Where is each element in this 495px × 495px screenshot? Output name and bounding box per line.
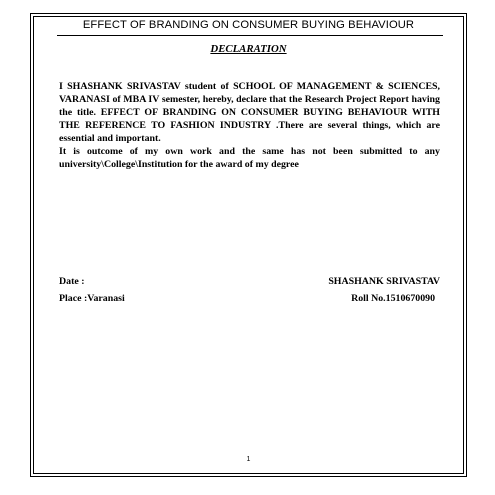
place-row bbox=[59, 292, 440, 306]
date-row bbox=[59, 275, 440, 289]
declaration-paragraph-1: I SHASHANK SRIVASTAV student of SCHOOL OF MANAGEMENT & SCIENCES, VARANASI of MBA IV semester, hereby, declare that the Research Project Report having the title. EFFECT OF BRANDING ON CONSUMER BUYING BEHAVIOUR WITH THE REFERENCE TO FASHION INDUSTRY .There are several things, which are essential and important. bbox=[59, 81, 440, 144]
date-label: Date : bbox=[59, 276, 85, 287]
page-number: 1 bbox=[246, 456, 251, 463]
declaration-body bbox=[59, 80, 440, 171]
header-divider bbox=[57, 35, 443, 36]
roll-number: Roll No.1510670090 bbox=[351, 293, 435, 304]
place-label: Place :Varanasi bbox=[59, 293, 125, 304]
running-header-title: EFFECT OF BRANDING ON CONSUMER BUYING BEHAVIOUR bbox=[82, 19, 415, 31]
signatory-name: SHASHANK SRIVASTAV bbox=[328, 276, 440, 287]
declaration-heading: DECLARATION bbox=[210, 43, 287, 55]
declaration-paragraph-2: It is outcome of my own work and the same has not been submitted to any university\College\Institution for the award of my degree bbox=[59, 146, 440, 170]
